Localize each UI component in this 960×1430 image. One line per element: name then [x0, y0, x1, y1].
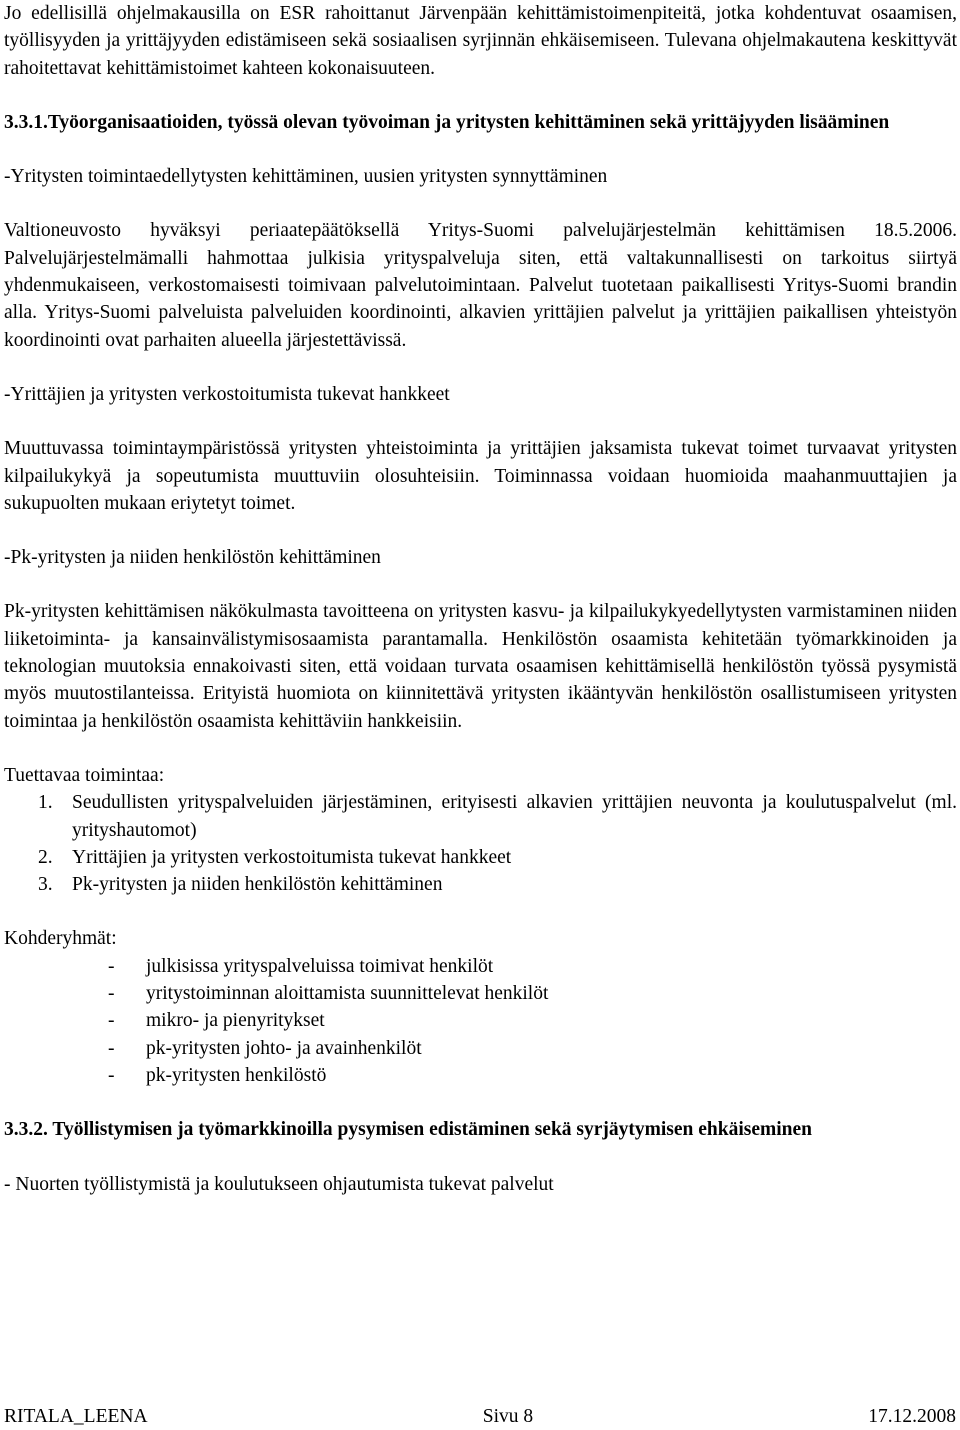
- target-groups-label: Kohderyhmät:: [4, 928, 117, 950]
- list-item: - yritystoiminnan aloittamista suunnittelevat henkilöt: [108, 983, 549, 1005]
- target-groups-list: [4, 953, 957, 1089]
- paragraph-yritys-suomi: Valtioneuvosto hyväksyi periaatepäätöksellä Yritys-Suomi palvelujärjestelmän kehittämisen 18.5.2006. Palvelujärjestelmämalli hahmottaa julkisia yrityspalveluja siten, että valtakunnallisesti on tarkoitus siirtyä yhdenmukaiseen, verkostomaisesti toimivaan palvelutoimintaan. Palvelut tuotetaan paikallisesti Yritys-Suomi brandin alla. Yritys-Suomi palveluista palveluiden koordinointi, alkavien yrittäjien palvelut ja yrittäjien paikallisen yhteistyön koordinointi ovat parhaiten alueella järjestettävissä.: [4, 220, 957, 351]
- supported-actions-label: Tuettavaa toimintaa:: [4, 764, 165, 786]
- section-heading-3-3-2: 3.3.2. Työllistymisen ja työmarkkinoilla pysymisen edistäminen sekä syrjäytymisen ehkäiseminen: [4, 1119, 813, 1141]
- section-heading-3-3-1: 3.3.1.Työorganisaatioiden, työssä olevan työvoiman ja yritysten kehittäminen sekä yrittäjyyden lisääminen: [4, 111, 890, 133]
- subsection-title-business-conditions: -Yritysten toimintaedellytysten kehittäminen, uusien yritysten synnyttäminen: [4, 166, 608, 188]
- subsection-title-youth-employment: - Nuorten työllistymistä ja koulutukseen ohjautumista tukevat palvelut: [4, 1173, 554, 1195]
- list-item: - pk-yritysten henkilöstö: [108, 1064, 327, 1086]
- list-item: 2. Yrittäjien ja yritysten verkostoitumista tukevat hankkeet: [38, 846, 512, 868]
- list-item: - julkisissa yrityspalveluissa toimivat henkilöt: [108, 955, 494, 977]
- document-page: [4, 0, 957, 1198]
- supported-actions-list: [4, 789, 957, 898]
- list-item: - mikro- ja pienyritykset: [108, 1010, 325, 1032]
- list-item: 3. Pk-yritysten ja niiden henkilöstön kehittäminen: [38, 874, 443, 896]
- subsection-title-networking: -Yrittäjien ja yritysten verkostoitumista tukevat hankkeet: [4, 383, 450, 405]
- footer-date: 17.12.2008: [868, 1406, 956, 1427]
- page-footer: [4, 1403, 956, 1430]
- footer-author: RITALA_LEENA: [4, 1406, 148, 1427]
- footer-page-number: Sivu 8: [482, 1406, 534, 1427]
- paragraph-sme-development: Pk-yritysten kehittämisen näkökulmasta tavoitteena on yritysten kasvu- ja kilpailukykyedellytysten varmistaminen niiden liiketoiminta- ja kansainvälistymisosaamista parantamalla. Henkilöstön osaamista kehitetään työmarkkinoiden ja teknologian muutoksia ennakoivasti siten, että voidaan turvata osaamisen kehittämisellä henkilöstön työssä pysymistä myös muutostilanteissa. Erityistä huomiota on kiinnitettävä yritysten ikääntyvän henkilöstön osallistumiseen yritysten toimintaa ja henkilöstön osaamista kehittäviin hankkeisiin.: [4, 601, 957, 732]
- intro-paragraph: Jo edellisillä ohjelmakausilla on ESR rahoittanut Järvenpään kehittämistoimenpiteitä, jotka kohdentuvat osaamisen, työllisyyden ja yrittäjyyden edistämiseen sekä sosiaalisen syrjinnän ehkäisemiseen. Tulevana ohjelmakautena keskittyvät rahoitettavat kehittämistoimet kahteen kokonaisuuteen.: [4, 3, 957, 79]
- list-item: - pk-yritysten johto- ja avainhenkilöt: [108, 1037, 422, 1059]
- list-item: 1. Seudullisten yrityspalveluiden järjestäminen, erityisesti alkavien yrittäjien neuvonta ja koulutuspalvelut (ml. yrityshautomot): [38, 792, 957, 841]
- paragraph-networking: Muuttuvassa toimintaympäristössä yritysten yhteistoiminta ja yrittäjien jaksamista tukevat toimet turvaavat yritysten kilpailukykyä ja sopeutumista muuttuviin olosuhteisiin. Toiminnassa voidaan huomioida maahanmuuttajien ja sukupuolten mukaan eriytetyt toimet.: [4, 438, 957, 514]
- subsection-title-sme-development: -Pk-yritysten ja niiden henkilöstön kehittäminen: [4, 547, 381, 569]
